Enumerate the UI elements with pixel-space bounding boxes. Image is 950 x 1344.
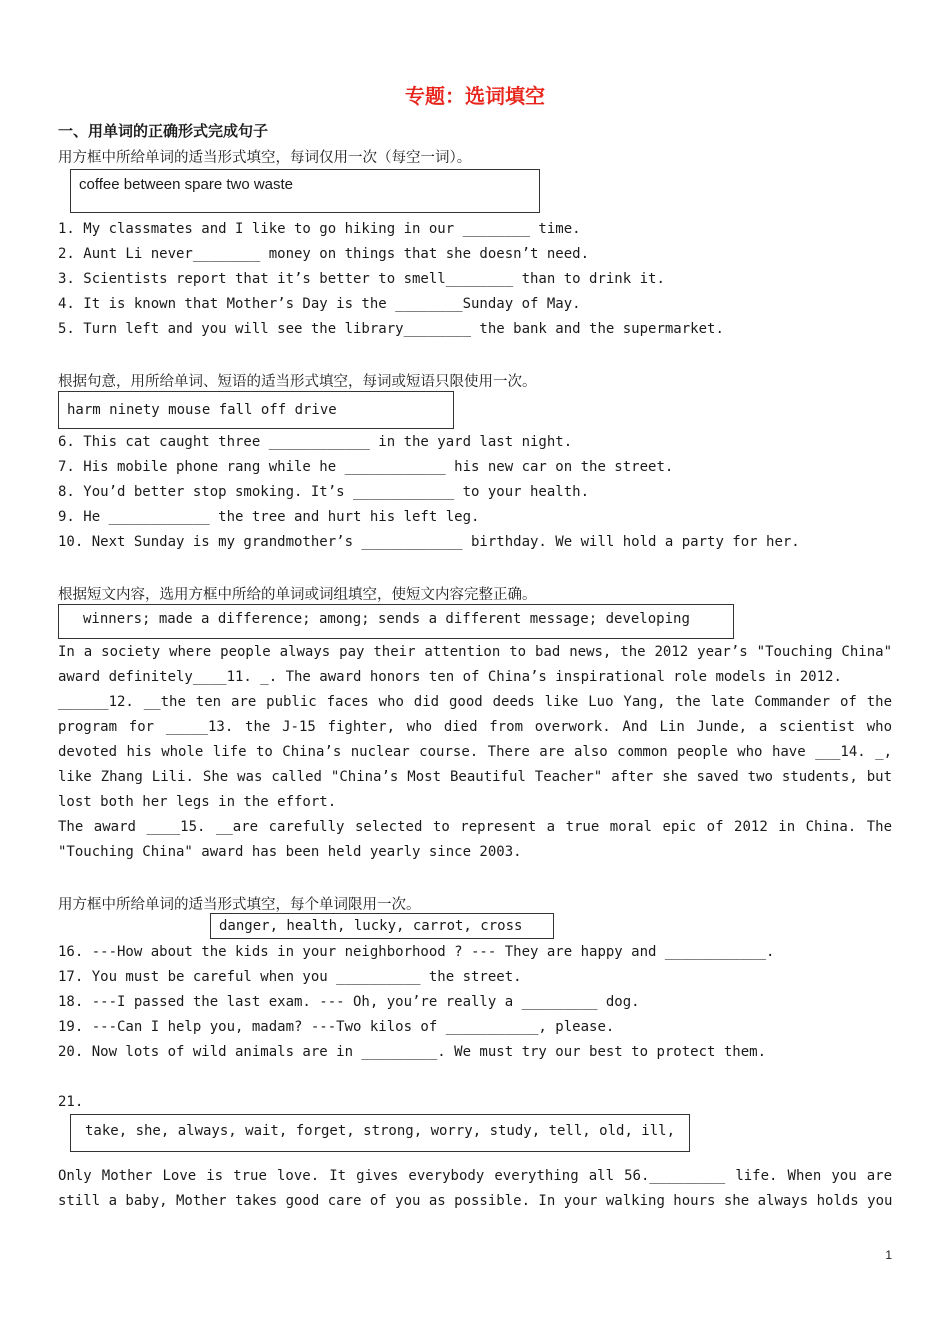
passage-line: lost both her legs in the effort. — [58, 794, 337, 810]
list-item: 1. My classmates and I like to go hiking in our ________ time. — [58, 221, 581, 237]
passage-line: award definitely____11. _. The award honors ten of China’s inspirational role models in 2012. — [58, 669, 842, 685]
list-item: 18. ---I passed the last exam. --- Oh, you’re really a _________ dog. — [58, 994, 640, 1010]
list-item: 6. This cat caught three ____________ in the yard last night. — [58, 434, 573, 450]
list-item: 9. He ____________ the tree and hurt his left leg. — [58, 509, 480, 525]
passage-line: Only Mother Love is true love. It gives everybody everything all 56._________ life. When you are — [58, 1168, 892, 1184]
section1-word-box — [70, 169, 540, 213]
list-item: 8. You’d better stop smoking. It’s ____________ to your health. — [58, 484, 590, 500]
list-item: 19. ---Can I help you, madam? ---Two kilos of ___________, please. — [58, 1019, 615, 1035]
list-item: 16. ---How about the kids in your neighborhood ? --- They are happy and ____________. — [58, 944, 775, 960]
section4-word-list: danger, health, lucky, carrot, cross — [219, 918, 523, 934]
list-item: 3. Scientists report that it’s better to smell________ than to drink it. — [58, 271, 665, 287]
list-item: 2. Aunt Li never________ money on things that she doesn’t need. — [58, 246, 590, 262]
section3-word-box — [58, 604, 734, 639]
section3-instruction: 根据短文内容，选用方框中所给的单词或词组填空，使短文内容完整正确。 — [58, 587, 537, 603]
section1-instruction: 用方框中所给单词的适当形式填空，每词仅用一次（每空一词）。 — [58, 150, 472, 166]
passage-line: The award ____15. __are carefully selected to represent a true moral epic of 2012 in China. The — [58, 819, 892, 835]
passage-line: like Zhang Lili. She was called "China’s Most Beautiful Teacher" after she saved two students, but — [58, 769, 892, 785]
section1-word-list: coffee between spare two waste — [79, 176, 294, 193]
passage-line: ______12. __the ten are public faces who did good deeds like Luo Yang, the late Commander of the — [58, 694, 892, 710]
list-item: 5. Turn left and you will see the library________ the bank and the supermarket. — [58, 321, 724, 337]
section-heading: 一、用单词的正确形式完成句子 — [58, 122, 269, 140]
section4-word-box — [210, 913, 554, 939]
section4-instruction: 用方框中所给单词的适当形式填空，每个单词限用一次。 — [58, 897, 421, 913]
section2-word-list: harm ninety mouse fall off drive — [67, 402, 337, 418]
section5-word-box — [70, 1114, 690, 1152]
page-number: 1 — [885, 1248, 892, 1262]
list-item: 10. Next Sunday is my grandmother’s ____________ birthday. We will hold a party for her. — [58, 534, 800, 550]
section2-instruction: 根据句意，用所给单词、短语的适当形式填空，每词或短语只限使用一次。 — [58, 374, 537, 390]
passage-line: "Touching China" award has been held yearly since 2003. — [58, 844, 522, 860]
section5-word-list: take, she, always, wait, forget, strong, worry, study, tell, old, ill, — [85, 1123, 676, 1139]
question-number: 21. — [58, 1094, 84, 1110]
list-item: 4. It is known that Mother’s Day is the ________Sunday of May. — [58, 296, 581, 312]
page-title: 专题：选词填空 — [405, 84, 545, 108]
passage-line: devoted his whole life to China’s nuclear course. There are also common people who have ___14. _, — [58, 744, 892, 760]
passage-line: program for _____13. the J-15 fighter, who died from overwork. And Lin Junde, a scientist who — [58, 719, 892, 735]
passage-line: In a society where people always pay their attention to bad news, the 2012 year’s "Touching China" — [58, 644, 892, 660]
passage-line: still a baby, Mother takes good care of you as possible. In your walking hours she always holds you — [58, 1193, 893, 1209]
list-item: 17. You must be careful when you __________ the street. — [58, 969, 522, 985]
section3-word-list: winners; made a difference; among; sends a different message; developing — [83, 611, 690, 627]
section2-word-box — [58, 391, 454, 429]
list-item: 7. His mobile phone rang while he ____________ his new car on the street. — [58, 459, 674, 475]
list-item: 20. Now lots of wild animals are in _________. We must try our best to protect them. — [58, 1044, 767, 1060]
